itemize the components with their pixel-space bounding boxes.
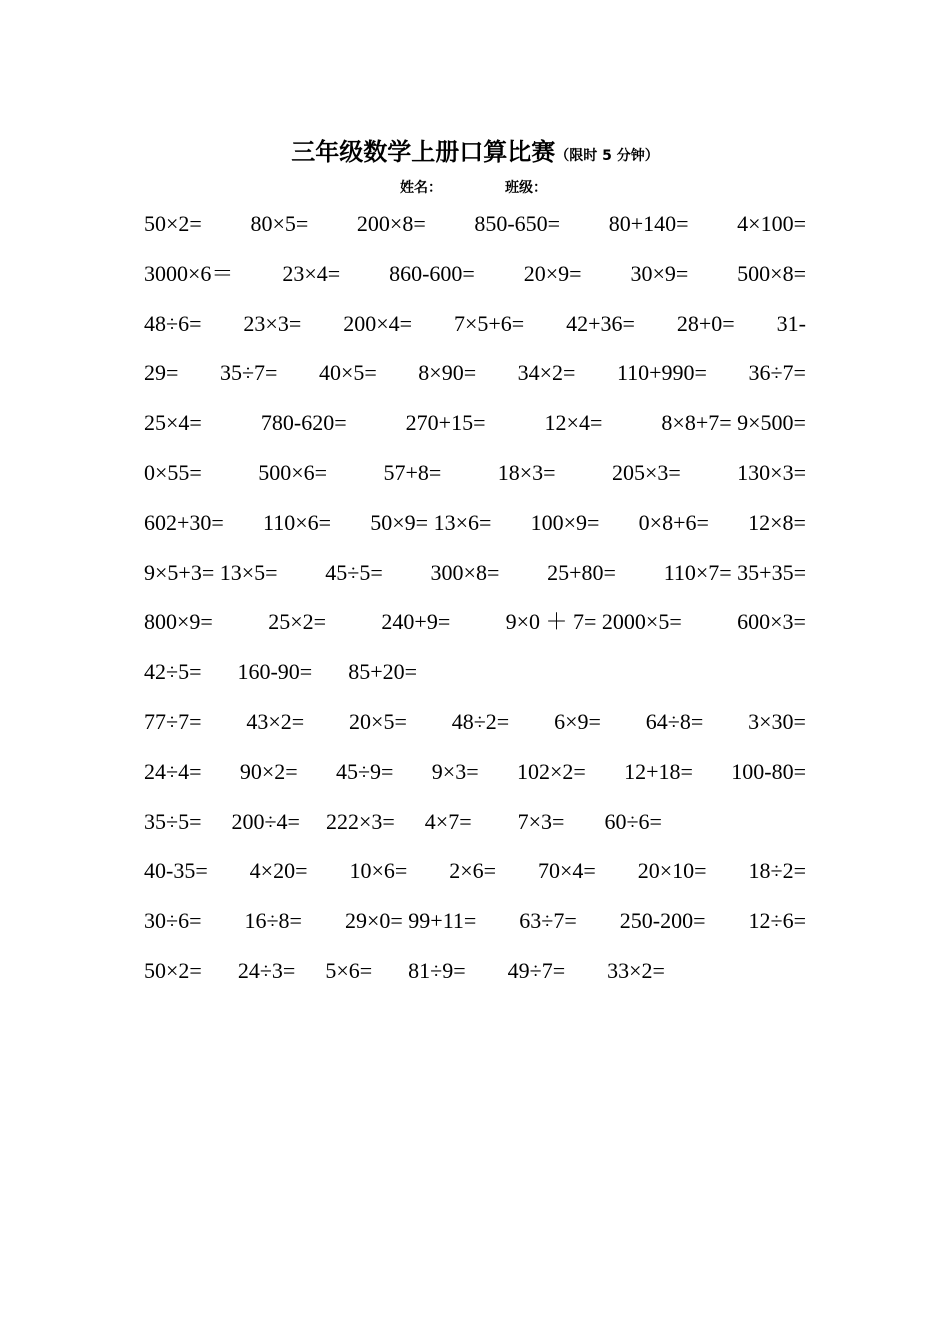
- problem-item: 2×6=: [449, 858, 497, 884]
- problem-item: 7×3=: [517, 808, 565, 834]
- problem-item: 4×20=: [249, 858, 308, 884]
- problem-item: 50×9= 13×6=: [370, 509, 492, 535]
- problem-item: 12+18=: [624, 758, 693, 784]
- problem-item: 222×3=: [325, 808, 395, 834]
- problem-item: 800×9=: [144, 609, 213, 635]
- problem-row: [144, 656, 806, 706]
- problem-item: 12×8=: [748, 509, 806, 535]
- problem-item: 23×4=: [282, 260, 341, 286]
- class-label: 班级：: [505, 180, 547, 196]
- problem-item: 29×0= 99+11=: [344, 908, 477, 934]
- problem-item: 300×8=: [430, 559, 500, 585]
- problem-item: 130×3=: [737, 459, 806, 485]
- problem-item: 70×4=: [537, 858, 596, 884]
- problem-item: 48÷6=: [144, 310, 202, 336]
- problem-item: 80×5=: [250, 211, 309, 236]
- problem-item: 240+9=: [381, 609, 451, 635]
- problem-item: 45÷5=: [325, 559, 383, 585]
- problem-item: 200×8=: [356, 211, 426, 236]
- problem-list: [144, 208, 806, 1005]
- problem-item: 200÷4=: [231, 808, 300, 834]
- problem-row: [144, 258, 806, 308]
- problem-item: 40×5=: [318, 360, 377, 386]
- problem-item: 102×2=: [516, 758, 586, 784]
- problem-item: 160-90=: [237, 659, 313, 685]
- problem-item: 500×6=: [258, 459, 328, 485]
- problem-item: 860-600=: [389, 260, 475, 286]
- problem-item: 100×9=: [530, 509, 600, 535]
- problem-item: 205×3=: [611, 459, 681, 485]
- problem-item: 34×2=: [517, 360, 576, 386]
- problem-item: 3×30=: [748, 708, 806, 734]
- problem-row: [144, 557, 806, 607]
- problem-item: 4×7=: [424, 808, 472, 834]
- problem-item: 36÷7=: [748, 360, 806, 386]
- problem-item: 110+990=: [616, 360, 707, 386]
- problem-item: 500×8=: [737, 260, 806, 286]
- problem-item: 63÷7=: [519, 908, 577, 934]
- problem-item: 81÷9=: [408, 957, 466, 983]
- time-limit-note: （限时 5 分钟）: [555, 148, 659, 164]
- problem-row: [144, 855, 806, 905]
- problem-item: 77÷7=: [144, 708, 202, 734]
- problem-item: 28+0=: [676, 310, 735, 336]
- problem-item: 12×4=: [544, 410, 603, 436]
- page-title: 三年级数学上册口算比赛: [291, 138, 556, 166]
- problem-item: 42÷5=: [144, 659, 202, 685]
- problem-item: 90×2=: [239, 758, 298, 784]
- problem-item: 57+8=: [383, 459, 442, 485]
- problem-item: 40-35=: [144, 858, 208, 884]
- problem-row: [144, 407, 806, 457]
- problem-item: 850-650=: [474, 211, 561, 236]
- problem-item: 20×9=: [523, 260, 582, 286]
- problem-item: 85+20=: [348, 659, 418, 685]
- problem-row: [144, 507, 806, 557]
- problem-item: 20×5=: [349, 708, 407, 734]
- problem-item: 33×2=: [607, 957, 665, 983]
- problem-item: 25×4=: [144, 410, 202, 436]
- problem-item: 8×90=: [418, 360, 477, 386]
- problem-item: 35÷7=: [219, 360, 278, 386]
- problem-item: 8×8+7= 9×500=: [661, 410, 806, 436]
- problem-item: 18÷2=: [748, 858, 806, 884]
- problem-item: 9×3=: [431, 758, 479, 784]
- problem-item: 18×3=: [497, 459, 556, 485]
- problem-item: 80+140=: [608, 211, 689, 236]
- problem-item: 25×2=: [268, 609, 327, 635]
- problem-item: 780-620=: [260, 410, 347, 436]
- problem-item: 250-200=: [619, 908, 706, 934]
- problem-item: 31-: [776, 310, 806, 336]
- problem-item: 30×9=: [630, 260, 689, 286]
- problem-item: 48÷2=: [451, 708, 510, 734]
- problem-row: [144, 308, 806, 358]
- problem-item: 60÷6=: [604, 808, 662, 834]
- problem-item: 24÷3=: [237, 957, 296, 983]
- problem-item: 4×100=: [737, 211, 806, 236]
- problem-item: 602+30=: [144, 509, 224, 535]
- problem-row: [144, 457, 806, 507]
- problem-item: 49÷7=: [507, 957, 566, 983]
- problem-item: 0×55=: [144, 459, 202, 485]
- problem-item: 9×0 ＋ 7= 2000×5=: [505, 609, 682, 635]
- problem-item: 16÷8=: [244, 908, 302, 934]
- problem-item: 30÷6=: [144, 908, 202, 934]
- problem-item: 0×8+6=: [638, 509, 709, 535]
- problem-item: 9×5+3= 13×5=: [144, 559, 278, 585]
- problem-row: [144, 606, 806, 656]
- problem-item: 50×2=: [144, 957, 202, 983]
- problem-item: 200×4=: [343, 310, 413, 336]
- problem-item: 6×9=: [554, 708, 601, 734]
- problem-item: 5×6=: [325, 957, 373, 983]
- problem-row: [144, 905, 806, 955]
- problem-item: 24÷4=: [144, 758, 202, 784]
- problem-item: 23×3=: [243, 310, 302, 336]
- problem-row: [144, 756, 806, 806]
- problem-row: [144, 955, 806, 1005]
- problem-item: 100-80=: [731, 758, 806, 784]
- problem-item: 10×6=: [349, 858, 408, 884]
- problem-item: 600×3=: [737, 609, 806, 635]
- problem-item: 35÷5=: [144, 808, 202, 834]
- problem-item: 12÷6=: [748, 908, 806, 934]
- problem-item: 270+15=: [405, 410, 486, 436]
- problem-item: 43×2=: [246, 708, 305, 734]
- problem-item: 110×7= 35+35=: [663, 559, 806, 585]
- name-label: 姓名：: [400, 180, 442, 196]
- problem-row: [144, 706, 806, 756]
- problem-row: [144, 806, 806, 856]
- problem-item: 25+80=: [547, 559, 616, 585]
- problem-item: 20×10=: [637, 858, 707, 884]
- problem-row: [144, 208, 806, 258]
- problem-item: 7×5+6=: [453, 310, 525, 336]
- problem-item: 42+36=: [566, 310, 635, 336]
- problem-item: 50×2=: [144, 211, 202, 236]
- title-line: [0, 132, 950, 167]
- problem-item: 45÷9=: [335, 758, 394, 784]
- problem-item: 29=: [144, 360, 179, 386]
- problem-item: 110×6=: [263, 509, 332, 535]
- problem-item: 3000×6＝: [144, 260, 234, 286]
- problem-item: 64÷8=: [645, 708, 704, 734]
- problem-row: [144, 357, 806, 407]
